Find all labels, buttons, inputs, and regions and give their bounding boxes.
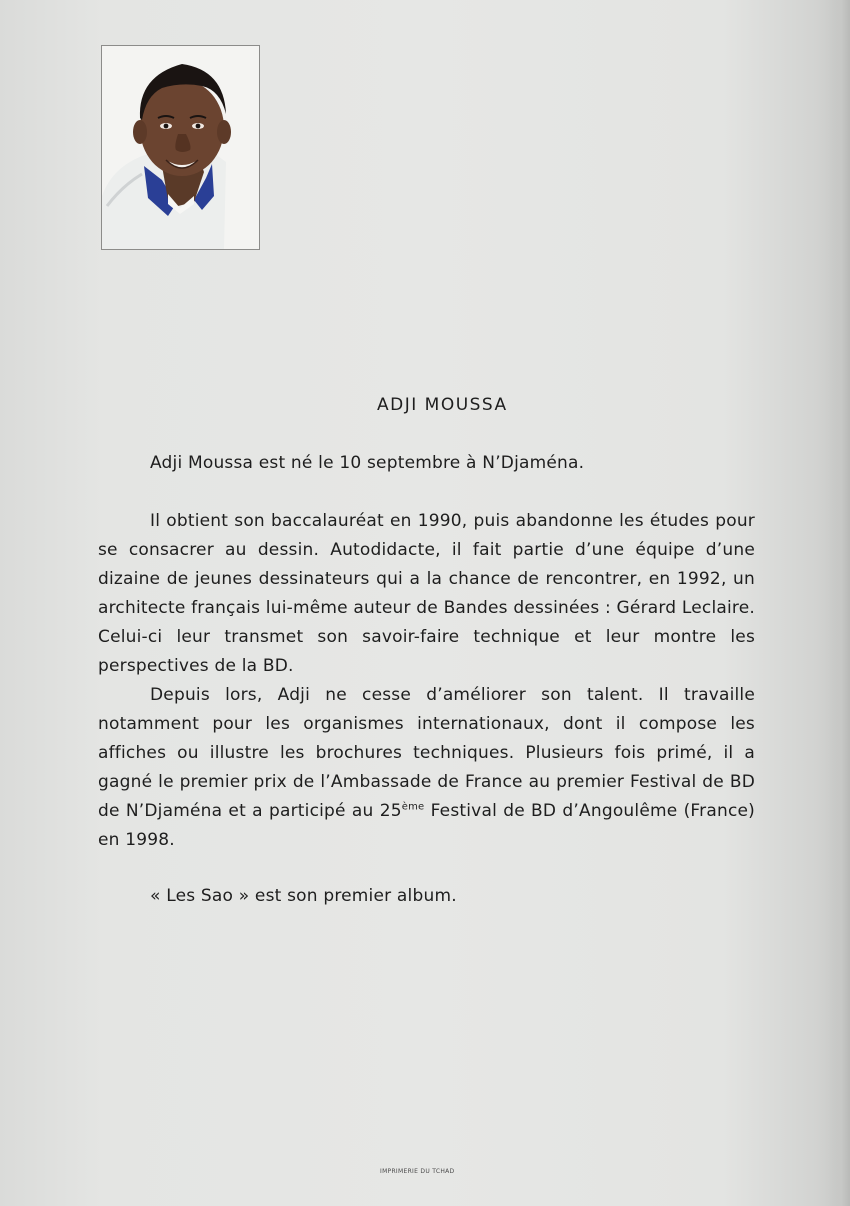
printer-credit: IMPRIMERIE DU TCHAD [380, 1168, 455, 1175]
portrait-illustration [102, 46, 259, 249]
ordinal-superscript: ème [401, 801, 425, 813]
birth-line: Adji Moussa est né le 10 septembre à N’Djaména. [150, 453, 585, 473]
author-portrait [101, 45, 260, 250]
bio-paragraph-2-main: Depuis lors, Adji ne cesse d’améliorer son talent. Il travaille notamment pour les organismes internationaux, dont il compose les affiches ou illustre les brochures techniques. Plusieurs fois primé, il a gagné le premier prix de l’Ambassade de France au premier Festival de BD de N’Djaména et a participé au 25 [98, 685, 755, 821]
bio-paragraph-2 [98, 681, 755, 855]
page-edge-shadow [828, 0, 850, 1206]
bio-paragraph-1: Il obtient son baccalauréat en 1990, puis abandonne les études pour se consacrer au dessin. Autodidacte, il fait partie d’une équipe d’une dizaine de jeunes dessinateurs qui a la chance de rencontrer, en 1992, un architecte français lui-même auteur de Bandes dessinées : Gérard Leclaire. Celui-ci leur transmet son savoir-faire technique et leur montre les perspectives de la BD. [98, 511, 755, 676]
author-name-heading: ADJI MOUSSA [377, 395, 508, 415]
bio-paragraph-2-end: Festival de BD d’Angoulême (France) en 1998. [98, 801, 755, 850]
first-album-line: « Les Sao » est son premier album. [150, 886, 457, 906]
